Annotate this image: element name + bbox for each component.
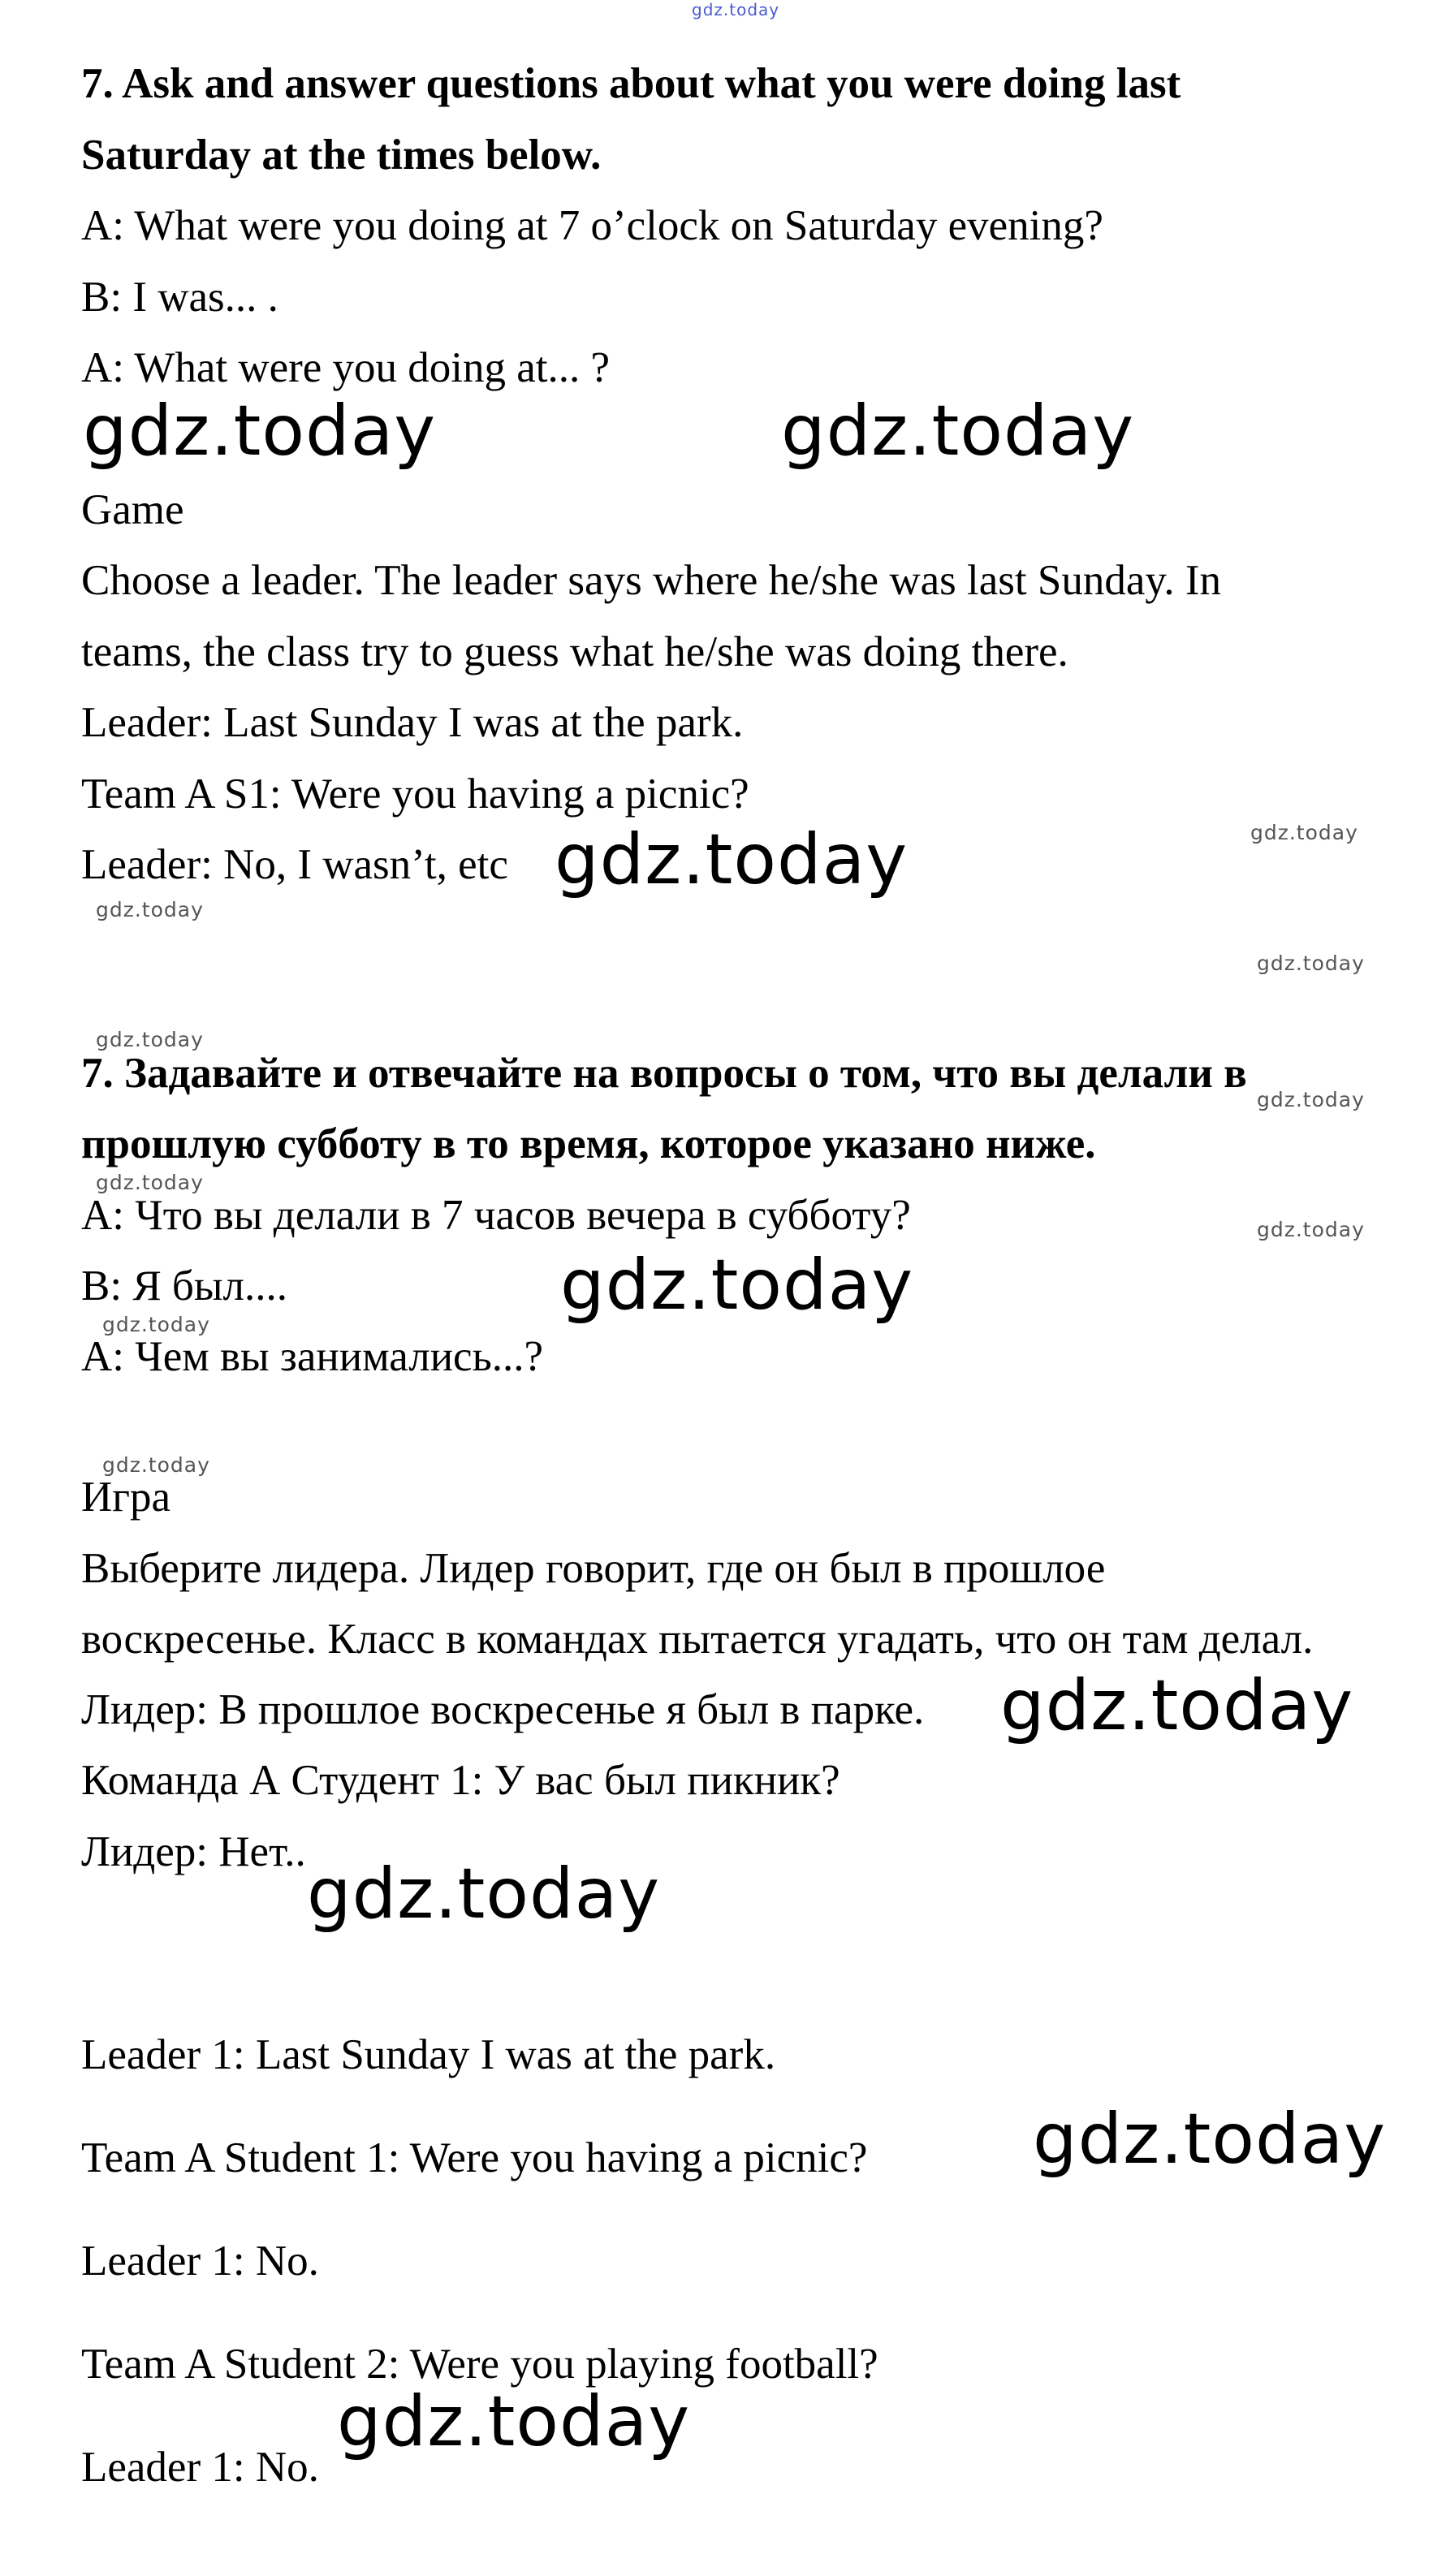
watermark-large: gdz.today <box>1033 2099 1387 2180</box>
watermark-large: gdz.today <box>307 1853 661 1935</box>
game-line-ru: Выберите лидера. Лидер говорит, где он был в прошлое <box>81 1545 1106 1592</box>
watermark-small: gdz.today <box>102 1453 210 1477</box>
game-line-ru: Лидер: В прошлое воскресенье я был в парке. <box>81 1686 925 1733</box>
game-line-en: Team A S1: Were you having a picnic? <box>81 770 749 818</box>
watermark-small: gdz.today <box>1250 821 1358 844</box>
dialogue-line-en: A: What were you doing at 7 o’clock on Saturday evening? <box>81 202 1103 249</box>
dialogue-line-en: B: I was... . <box>81 274 278 321</box>
dialogue-line-ru: A: Чем вы занимались...? <box>81 1333 544 1380</box>
watermark-large: gdz.today <box>781 390 1135 472</box>
game-line-en: Leader: No, I wasn’t, etc <box>81 841 508 888</box>
dialogue-line-ru: B: Я был.... <box>81 1262 287 1310</box>
watermark-large: gdz.today <box>555 819 909 900</box>
watermark-large: gdz.today <box>1000 1665 1354 1746</box>
exercise-heading-ru-line1: 7. Задавайте и отвечайте на вопросы о том, что вы делали в <box>81 1050 1247 1097</box>
game-line-ru: Лидер: Нет.. <box>81 1828 306 1875</box>
watermark-large: gdz.today <box>560 1245 914 1326</box>
game-line-en: Choose a leader. The leader says where he/she was last Sunday. In <box>81 557 1222 604</box>
exercise-heading-en-line2: Saturday at the times below. <box>81 132 602 179</box>
dialogue-line-en: A: What were you doing at... ? <box>81 344 611 391</box>
watermark-small: gdz.today <box>96 898 204 921</box>
game-line-en: Leader: Last Sunday I was at the park. <box>81 699 744 746</box>
dialogue-line: Team A Student 1: Were you having a picnic? <box>81 2134 868 2181</box>
game-line-ru: Команда А Студент 1: У вас был пикник? <box>81 1757 840 1804</box>
game-line-ru: воскресенье. Класс в командах пытается угадать, что он там делал. <box>81 1616 1314 1663</box>
watermark-large: gdz.today <box>337 2381 691 2462</box>
dialogue-line: Leader 1: No. <box>81 2444 319 2491</box>
dialogue-line: Team A Student 2: Were you playing football? <box>81 2341 878 2388</box>
exercise-heading-ru-line2: прошлую субботу в то время, которое указано ниже. <box>81 1120 1096 1167</box>
watermark-small: gdz.today <box>102 1313 210 1336</box>
watermark-small: gdz.today <box>1257 951 1365 975</box>
watermark-small: gdz.today <box>96 1028 204 1051</box>
dialogue-line: Leader 1: Last Sunday I was at the park. <box>81 2031 776 2078</box>
watermark-large: gdz.today <box>83 390 437 472</box>
watermark-small: gdz.today <box>1257 1218 1365 1241</box>
exercise-heading-en-line1: 7. Ask and answer questions about what you were doing last <box>81 60 1181 107</box>
watermark-small: gdz.today <box>96 1171 204 1194</box>
game-title-en: Game <box>81 486 184 533</box>
game-line-en: teams, the class try to guess what he/she was doing there. <box>81 628 1068 675</box>
watermark-small: gdz.today <box>1257 1088 1365 1111</box>
watermark-top: gdz.today <box>692 0 780 19</box>
dialogue-line: Leader 1: No. <box>81 2237 319 2285</box>
game-title-ru: Игра <box>81 1474 171 1521</box>
dialogue-line-ru: A: Что вы делали в 7 часов вечера в субботу? <box>81 1192 911 1239</box>
